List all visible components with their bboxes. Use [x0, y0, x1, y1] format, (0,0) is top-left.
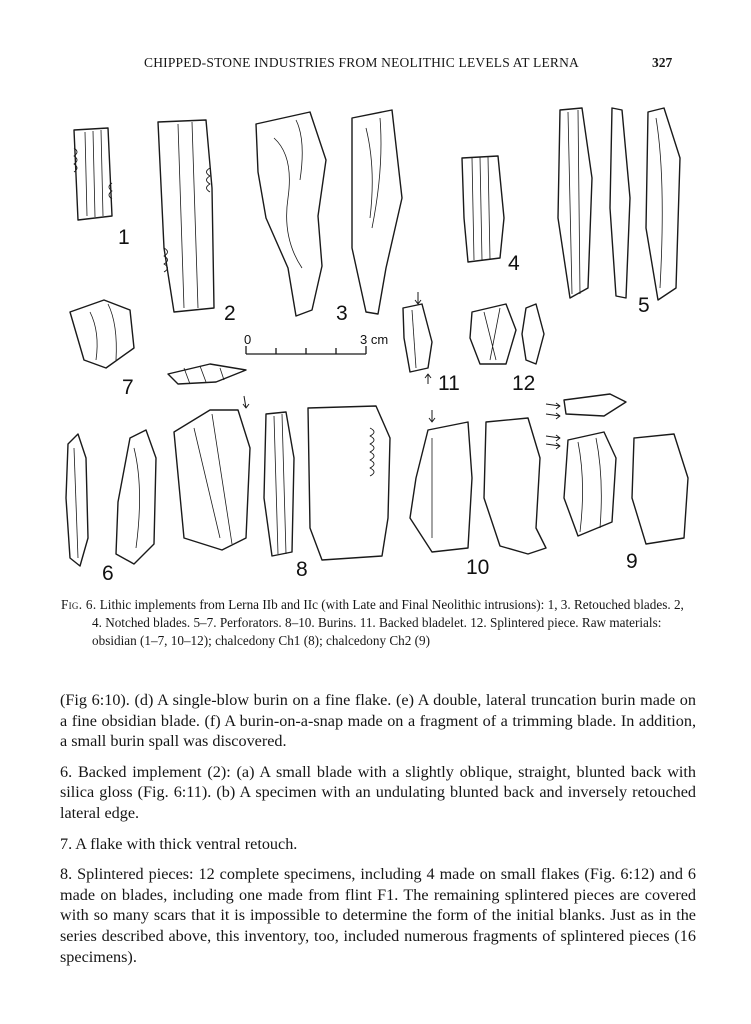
artifact-4-drawing — [462, 156, 504, 262]
artifact-label-12: 12 — [512, 372, 536, 395]
body-paragraph: 6. Backed implement (2): (a) A small blade with a slightly oblique, straight, blunted back with silica gloss (Fig. 6:11). (b) A specimen with an undulating blunted back and inversely retouched lateral edge. — [60, 762, 696, 822]
artifact-label-11: 11 — [438, 372, 460, 395]
artifact-label-3: 3 — [336, 302, 348, 325]
figure-number: Fig. 6. — [61, 597, 97, 612]
artifact-1-drawing — [74, 128, 112, 220]
figure-caption — [61, 596, 696, 650]
artifact-label-9: 9 — [626, 550, 638, 573]
artifact-label-7: 7 — [122, 376, 134, 399]
body-paragraph: 8. Splintered pieces: 12 complete specimens, including 4 made on small flakes (Fig. 6:12) and 6 made on blades, including one made from flint F1. The remaining splintered pieces are covered with so many scars that it is impossible to determine the form of the initial blanks. Just as in the series described above, this inventory, too, included numerous fragments of splintered pieces (16 specimens). — [60, 865, 696, 966]
artifact-label-1: 1 — [118, 226, 130, 249]
artifact-5-drawing — [558, 108, 680, 300]
artifact-label-5: 5 — [638, 294, 650, 317]
page-number: 327 — [652, 55, 673, 70]
artifact-label-8: 8 — [296, 558, 308, 581]
figure-caption-text: Lithic implements from Lerna IIb and IIc (with Late and Final Neolithic intrusions): 1, 3. Retouched blades. 2, 4. Notched blades. 5–7. Perforators. 8–10. Burins. 11. Backed bladelet. 12. Splintered piece. Raw materials: obsidian (1–7, 10–12); chalcedony Ch1 (8); chalcedony Ch2 (9) — [92, 597, 684, 648]
artifact-label-6: 6 — [102, 562, 114, 585]
artifact-spall-drawing — [168, 364, 246, 384]
artifact-12-drawing — [470, 304, 544, 364]
artifact-label-10: 10 — [466, 556, 490, 579]
body-paragraph: (Fig 6:10). (d) A single-blow burin on a fine flake. (e) A double, lateral truncation burin made on a fine obsidian blade. (f) A burin-on-a-snap made on a fragment of a trimming blade. In addition, a small burin spall was discovered. — [60, 691, 696, 751]
scale-start-label: 0 — [244, 332, 252, 347]
artifact-11-drawing — [403, 292, 432, 384]
scale-bar — [246, 346, 366, 354]
artifact-10-drawing — [410, 410, 546, 554]
artifact-label-4: 4 — [508, 252, 520, 275]
artifact-7-drawing — [70, 300, 134, 368]
artifact-6-drawing — [66, 430, 156, 566]
figure-lithic-drawings — [60, 98, 700, 588]
artifact-9-drawing — [546, 394, 688, 544]
body-paragraph: 7. A flake with thick ventral retouch. — [60, 834, 298, 853]
scale-end-label: 3 cm — [360, 332, 389, 347]
artifact-2-drawing — [158, 120, 214, 312]
body-text — [60, 690, 696, 977]
artifact-8-drawing — [174, 396, 390, 560]
artifact-label-2: 2 — [224, 302, 236, 325]
running-title: CHIPPED-STONE INDUSTRIES FROM NEOLITHIC LEVELS AT LERNA — [144, 55, 580, 70]
artifact-3-drawing — [256, 110, 402, 316]
